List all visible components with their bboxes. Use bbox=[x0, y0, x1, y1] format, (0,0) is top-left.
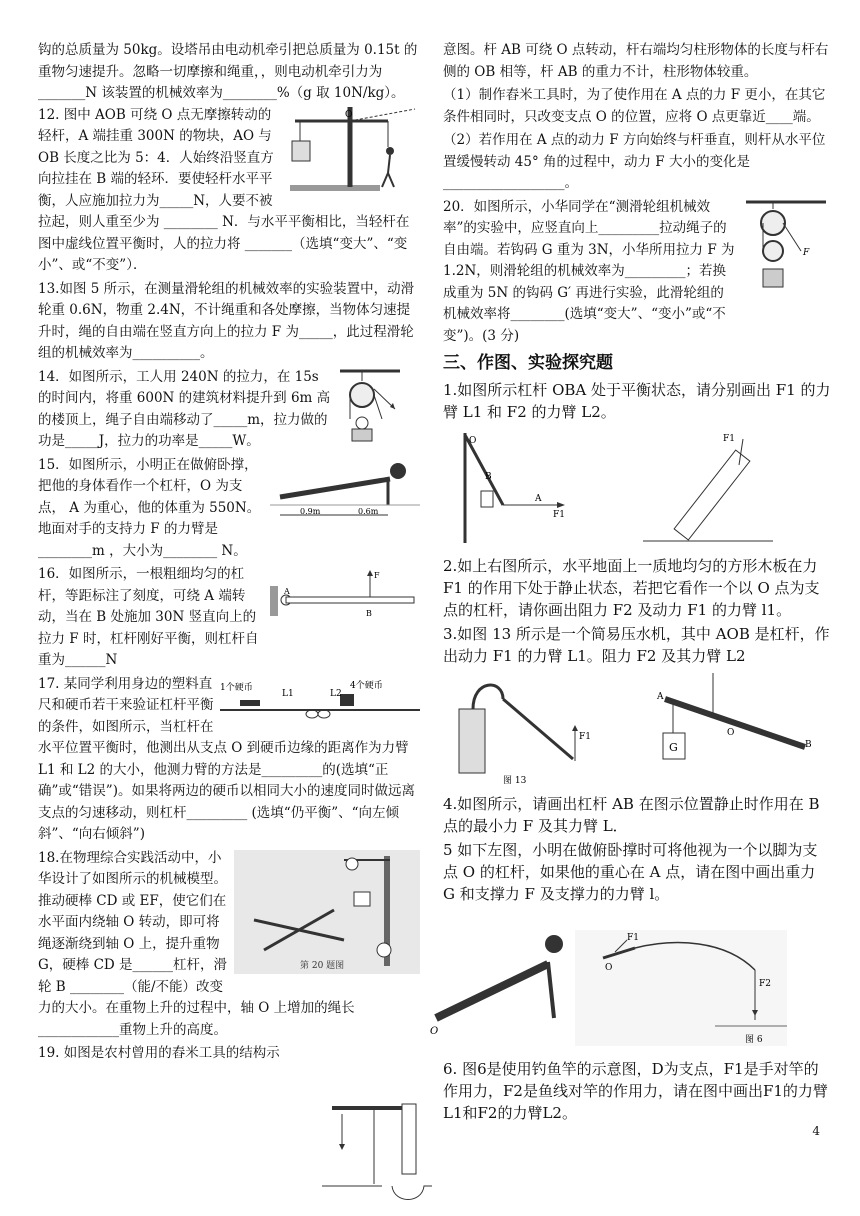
svg-text:F1: F1 bbox=[723, 433, 735, 444]
svg-text:O: O bbox=[469, 435, 477, 446]
right-column bbox=[443, 40, 831, 907]
drawing-question-2: 2.如上右图所示，水平地面上一质地均匀的方形木板在力 F1 的作用下处于静止状态，若把它看作一个以 O 点为支点的杠杆，请你画出阻力 F2 及动力 F1 的力臂 l1。 bbox=[443, 556, 823, 619]
figures-d3-d4 bbox=[443, 669, 831, 793]
left-column bbox=[38, 40, 420, 1067]
figures-d1-d2 bbox=[443, 425, 831, 555]
figure-q18-machine bbox=[234, 850, 420, 982]
question-11-tail: 钩的总质量为 50kg。设塔吊由电动机牵引把总质量为 0.15t 的重物匀速提升。忽略一切摩擦和绳重，，则电动机牵引力为_______N 该装置的机械效率为________%（g 取 10N/kg）。 bbox=[38, 42, 418, 101]
svg-text:L1: L1 bbox=[282, 688, 294, 699]
section-3-title: 三、作图、实验探究题 bbox=[443, 353, 613, 373]
figure-d4-weight-label: G bbox=[669, 740, 678, 754]
svg-text:B: B bbox=[366, 609, 372, 618]
figure-d4-lever bbox=[656, 673, 812, 759]
figure-d1-lever bbox=[443, 425, 823, 555]
svg-text:B: B bbox=[805, 739, 812, 750]
question-19-part1: （1）制作舂米工具时，为了使作用在 A 点的力 F 更小，在其它条件相同时，只改变支点 O 的位置，应将 O 点更靠近____端。 bbox=[443, 87, 826, 125]
svg-text:O: O bbox=[727, 727, 735, 738]
svg-text:F: F bbox=[374, 571, 380, 580]
question-18: 18.在物理综合实践活动中，小华设计了如图所示的机械模型。推动硬棒 CD 或 EF，使它们在水平面内绕轴 O 转动，即可将绳逐渐绕到轴 O 上，提升重物 G，硬棒 CD 是______杠杆，滑轮 B ________（能/不能）改变力的大小。在重物上升的过程中，轴 O 上增加的绳长____________重物上升的高度。 bbox=[38, 849, 355, 1038]
figure-q20-pulley bbox=[741, 199, 831, 307]
svg-text:O: O bbox=[605, 963, 613, 973]
figure-q19-pestle bbox=[322, 1094, 432, 1204]
fig15-d2: 0.6m bbox=[358, 506, 379, 516]
fig6-caption: 图 6 bbox=[745, 1035, 763, 1045]
fig18-caption: 第 20 题图 bbox=[300, 960, 345, 971]
drawing-question-6: 6. 图6是使用钓鱼竿的示意图，D为支点，F1是手对竿的作用力，F2是鱼线对竿的作用力，请在图中画出F1的力臂L1和F2的力臂L2。 bbox=[443, 1060, 828, 1122]
svg-text:O: O bbox=[430, 1026, 439, 1037]
question-16: 16．如图所示，一根粗细均匀的杠杆，等距标注了刻度，可绕 A 端转动，当在 B 处施加 30N 竖直向上的拉力 F 时，杠杆刚好平衡，则杠杆自重为______N bbox=[38, 566, 259, 668]
svg-text:A: A bbox=[657, 691, 664, 702]
svg-text:B: B bbox=[485, 471, 492, 482]
question-20: 20．如图所示，小华同学在“测滑轮组机械效率”的实验中，应竖直向上_________拉动绳子的自由端。若钩码 G 重为 3N，小华所用拉力 F 为 1.2N，则滑轮组的机械效率为_________；若换成重为 5N 的钩码 G′ 再进行实验，此滑轮组的机械效率将________(选填“变大”、“变小”或“不变”)。(3 分) bbox=[443, 198, 739, 344]
fig17-coin1: 1个硬币 bbox=[220, 682, 253, 693]
svg-text:L2: L2 bbox=[330, 688, 342, 699]
svg-text:F1: F1 bbox=[627, 933, 639, 943]
question-19-start: 19. 如图是农村曾用的舂米工具的结构示 bbox=[38, 1045, 280, 1061]
question-14: 14．如图所示，工人用 240N 的拉力，在 15s 的时间内，将重 600N 的建筑材料提升到 6m 高的楼顶上，绳子自由端移动了_____m，拉力做的功是_____J，拉力的功率是_____W。 bbox=[38, 368, 331, 449]
svg-text:F: F bbox=[803, 247, 810, 258]
figure-q15-pushup bbox=[270, 457, 420, 531]
drawing-question-5: 5 如下左图，小明在做俯卧撑时可将他视为一个以脚为支点 O 的杠杆，如果他的重心在 A 点，请在图中画出重力 G 和支撑力 F 及支撑力的力臂 l。 bbox=[443, 840, 820, 903]
figure-q17-ruler bbox=[220, 676, 420, 734]
question-17: 17. 某同学利用身边的塑料直尺和硬币若干来验证杠杆平衡的条件，如图所示，当杠杆在水平位置平衡时，他测出从支点 O 到硬币边缘的距离作为力臂 L1 和 L2 的大小，他测力臂的方法是_________的(选填“正确”或“错误”)。如果将两边的硬币以相同大小的速度同时做远离支点的匀速移动，则杠杆_________ (选填“仍平衡”、“向左倾斜”、“向右倾斜”) bbox=[38, 675, 415, 842]
figure-d3-pump bbox=[459, 685, 591, 786]
question-19-continued: 意图。杆 AB 可绕 O 点转动，杆右端均匀柱形物体的长度与杆右侧的 OB 相等，杆 AB 的重力不计，柱形物体较重。 bbox=[443, 42, 829, 80]
fig17-coin4: 4个硬币 bbox=[350, 680, 383, 691]
svg-text:A: A bbox=[535, 493, 542, 504]
drawing-question-1: 1.如图所示杠杆 OBA 处于平衡状态，请分别画出 F1 的力臂 L1 和 F2 的力臂 L2。 bbox=[443, 380, 831, 421]
right-column-bottom bbox=[443, 1058, 831, 1126]
question-15: 15．如图所示，小明正在做俯卧撑，把他的身体看作一个杠杆，O 为支点， A 为重心，他的体重为 550N。地面对手的支持力 F 的力臂是________m ，大小为________ N。 bbox=[38, 456, 261, 559]
page-number: 4 bbox=[812, 1124, 820, 1138]
svg-text:F1: F1 bbox=[579, 731, 591, 742]
svg-text:A: A bbox=[284, 587, 290, 596]
figure-q12-lever bbox=[290, 107, 420, 205]
svg-text:F2: F2 bbox=[759, 979, 771, 989]
drawing-question-3: 3.如图 13 所示是一个简易压水机，其中 AOB 是杠杆，作出动力 F1 的力臂 L1。阻力 F2 及其力臂 L2 bbox=[443, 624, 830, 665]
question-13: 13.如图 5 所示，在测量滑轮组的机械效率的实验装置中，动滑轮重 0.6N，物重 2.4N，不计绳重和各处摩擦，当物体匀速提升时，绳的自由端在竖直方向上的拉力 F 为_____，此过程滑轮组的机械效率为__________。 bbox=[38, 280, 415, 361]
svg-text:F1: F1 bbox=[553, 509, 565, 520]
figure-d6-fishing bbox=[575, 930, 787, 1046]
question-12: 12. 图中 AOB 可绕 O 点无摩擦转动的轻杆，A 端挂重 300N 的物块，AO 与 OB 长度之比为 5：4．人始终沿竖直方向拉挂在 B 端的轻环．要使轻杆水平平衡，人应施加拉力为_____N，人要不被拉起，则人重至少为 ________ N．与水平平衡相比，当轻杆在图中虚线位置平衡时，人的拉力将 _______（选填“变大”、“变小”、或“不变”）． bbox=[38, 106, 410, 273]
fig13-caption: 图 13 bbox=[503, 775, 527, 786]
drawing-question-4: 4.如图所示，请画出杠杆 AB 在图示位置静止时作用在 B 点的最小力 F 及其力臂 L． bbox=[443, 794, 825, 835]
svg-text:O: O bbox=[345, 109, 353, 120]
figure-q16-lever bbox=[270, 566, 420, 634]
question-19-part2: （2）若作用在 A 点的动力 F 方向始终与杆垂直，则杆从水平位置缓慢转动 45° 角的过程中，动力 F 大小的变化是__________________。 bbox=[443, 132, 826, 191]
figure-q14-pulley bbox=[340, 369, 420, 451]
fig15-d1: 0.9m bbox=[300, 506, 321, 516]
figure-d5-pushup bbox=[430, 934, 580, 1038]
